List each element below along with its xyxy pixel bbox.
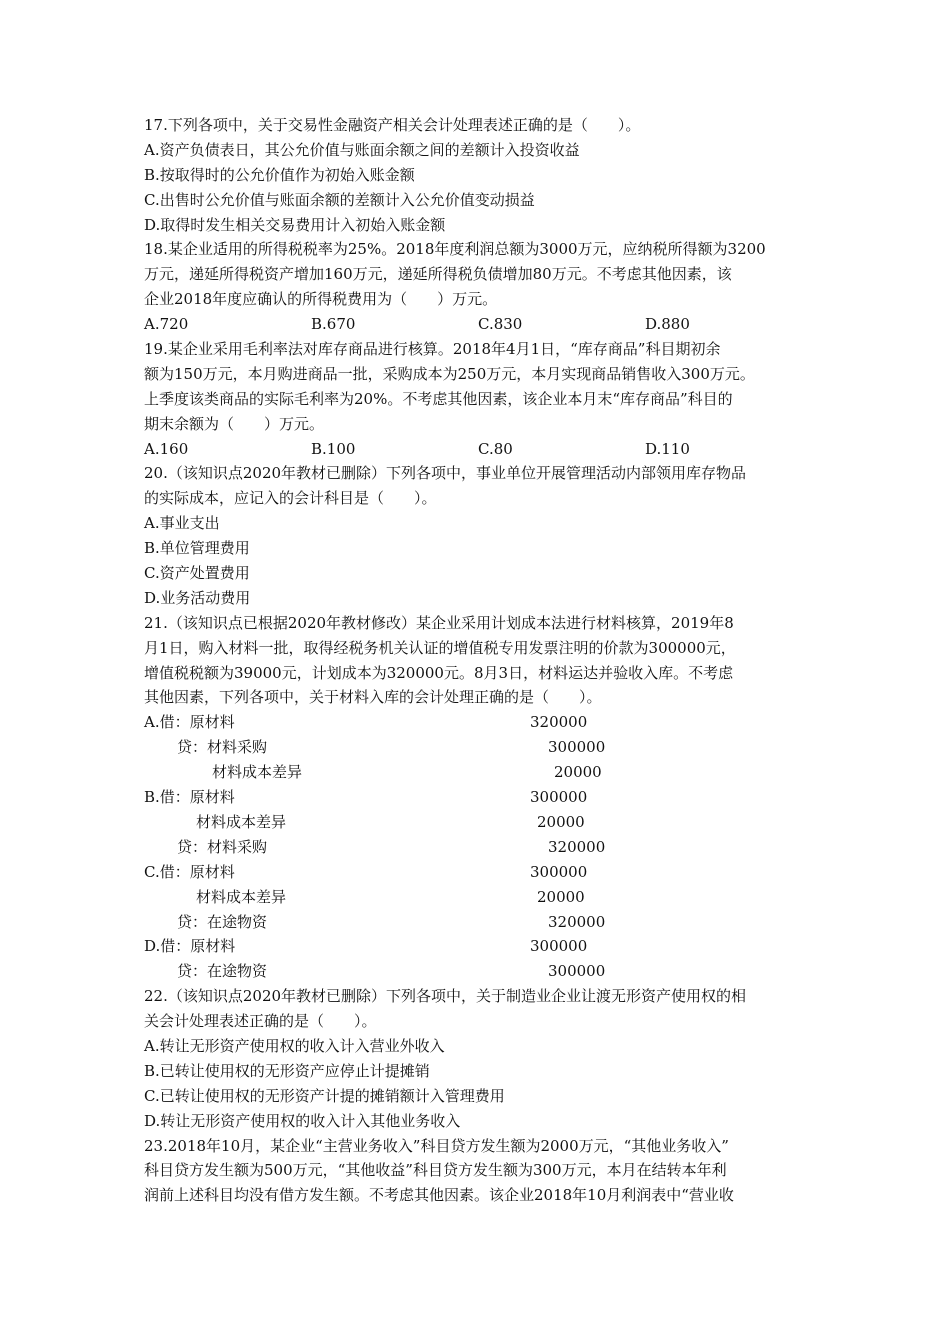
question-22-option-d: D.转让无形资产使用权的收入计入其他业务收入 (144, 1111, 461, 1130)
entry-amount: 20000 (537, 887, 585, 906)
entry-amount: 300000 (530, 788, 588, 807)
journal-entry-line (144, 835, 814, 860)
question-21-stem-line-1: 21.（该知识点已根据2020年教材修改）某企业采用计划成本法进行材料核算，2019年8 (144, 613, 734, 632)
question-18-stem-line-1: 18.某企业适用的所得税税率为25%。2018年度利润总额为3000万元，应纳税所得额为3200 (144, 240, 766, 259)
question-19-stem-line-3: 上季度该类商品的实际毛利率为20%。不考虑其他因素，该企业本月末“库存商品”科目的 (144, 389, 733, 408)
question-20-option-a: A.事业支出 (144, 514, 220, 533)
question-22-stem-line-2: 关会计处理表述正确的是（ ）。 (144, 1012, 377, 1031)
question-18-stem-line-3: 企业2018年度应确认的所得税费用为（ ）万元。 (144, 290, 498, 309)
question-21-stem-line-4: 其他因素，下列各项中，关于材料入库的会计处理正确的是（ ）。 (144, 688, 602, 707)
entry-account: 材料成本差异 (212, 763, 303, 782)
entry-amount: 20000 (537, 812, 585, 831)
journal-entry-line (144, 934, 814, 959)
journal-entry-line (144, 910, 814, 935)
question-20-stem-line-2: 的实际成本，应记入的会计科目是（ ）。 (144, 489, 437, 508)
question-20-stem-line-1: 20.（该知识点2020年教材已删除）下列各项中，事业单位开展管理活动内部领用库存物品 (144, 464, 747, 483)
question-17-option-b: B.按取得时的公允价值作为初始入账金额 (144, 165, 415, 184)
question-22-option-a: A.转让无形资产使用权的收入计入营业外收入 (144, 1036, 445, 1055)
question-18-stem-line-2: 万元，递延所得税资产增加160万元，递延所得税负债增加80万元。不考虑其他因素，该 (144, 265, 732, 284)
entry-account: 贷：在途物资 (177, 962, 268, 981)
entry-account: 贷：在途物资 (177, 912, 268, 931)
journal-entry-line (144, 760, 814, 785)
question-20-option-c: C.资产处置费用 (144, 564, 250, 583)
journal-entry-line (144, 735, 814, 760)
question-17-option-a: A.资产负债表日，其公允价值与账面余额之间的差额计入投资收益 (144, 140, 580, 159)
question-18-option-d: D.880 (645, 315, 690, 334)
journal-entry-line (144, 785, 814, 810)
journal-entry-line (144, 959, 814, 984)
entry-amount: 320000 (548, 837, 606, 856)
question-20-option-b: B.单位管理费用 (144, 539, 250, 558)
question-18-option-a: A.720 (144, 315, 189, 334)
journal-entry-line (144, 860, 814, 885)
entry-amount: 300000 (548, 738, 606, 757)
entry-account: A.借：原材料 (144, 713, 235, 732)
question-19-stem-line-2: 额为150万元，本月购进商品一批，采购成本为250万元，本月实现商品销售收入300万元。 (144, 364, 755, 383)
entry-account: 贷：材料采购 (177, 837, 268, 856)
question-19-stem-line-4: 期末余额为（ ）万元。 (144, 414, 325, 433)
question-22-option-c: C.已转让使用权的无形资产计提的摊销额计入管理费用 (144, 1086, 505, 1105)
entry-amount: 300000 (530, 937, 588, 956)
journal-entry-line (144, 710, 814, 735)
question-19-option-a: A.160 (144, 439, 189, 458)
question-19-option-b: B.100 (311, 439, 356, 458)
journal-entry-line (144, 810, 814, 835)
entry-account: B.借：原材料 (144, 788, 235, 807)
question-23-stem-line-3: 润前上述科目均没有借方发生额。不考虑其他因素。该企业2018年10月利润表中“营业收 (144, 1186, 734, 1205)
question-22-stem-line-1: 22.（该知识点2020年教材已删除）下列各项中，关于制造业企业让渡无形资产使用权的相 (144, 987, 747, 1006)
entry-amount: 300000 (530, 862, 588, 881)
entry-account: C.借：原材料 (144, 862, 235, 881)
question-19-options (144, 437, 814, 462)
entry-account: 材料成本差异 (196, 812, 287, 831)
exam-page (144, 113, 814, 1208)
question-18-options (144, 312, 814, 337)
journal-entry-line (144, 885, 814, 910)
question-17-stem: 17.下列各项中，关于交易性金融资产相关会计处理表述正确的是（ ）。 (144, 116, 641, 134)
entry-account: 材料成本差异 (196, 887, 287, 906)
question-18-option-c: C.830 (478, 315, 523, 334)
question-19-option-d: D.110 (645, 439, 690, 458)
question-18-option-b: B.670 (311, 315, 356, 334)
question-21-stem-line-2: 月1日，购入材料一批，取得经税务机关认证的增值税专用发票注明的价款为300000元， (144, 638, 736, 657)
question-23-stem-line-2: 科目贷方发生额为500万元，“其他收益”科目贷方发生额为300万元，本月在结转本年利 (144, 1161, 727, 1180)
entry-amount: 320000 (548, 912, 606, 931)
question-19-stem-line-1: 19.某企业采用毛利率法对库存商品进行核算。2018年4月1日，“库存商品”科目期初余 (144, 340, 721, 359)
question-22-option-b: B.已转让使用权的无形资产应停止计提摊销 (144, 1061, 430, 1080)
question-23-stem-line-1: 23.2018年10月，某企业“主营业务收入”科目贷方发生额为2000万元，“其他业务收入” (144, 1136, 729, 1155)
question-21-stem-line-3: 增值税税额为39000元，计划成本为320000元。8月3日，材料运达并验收入库。不考虑 (144, 663, 734, 682)
entry-account: D.借：原材料 (144, 937, 236, 956)
question-17-option-d: D.取得时发生相关交易费用计入初始入账金额 (144, 215, 446, 234)
entry-amount: 300000 (548, 962, 606, 981)
entry-amount: 320000 (530, 713, 588, 732)
entry-amount: 20000 (554, 763, 602, 782)
question-17-option-c: C.出售时公允价值与账面余额的差额计入公允价值变动损益 (144, 190, 535, 209)
question-20-option-d: D.业务活动费用 (144, 588, 251, 607)
question-19-option-c: C.80 (478, 439, 513, 458)
entry-account: 贷：材料采购 (177, 738, 268, 757)
